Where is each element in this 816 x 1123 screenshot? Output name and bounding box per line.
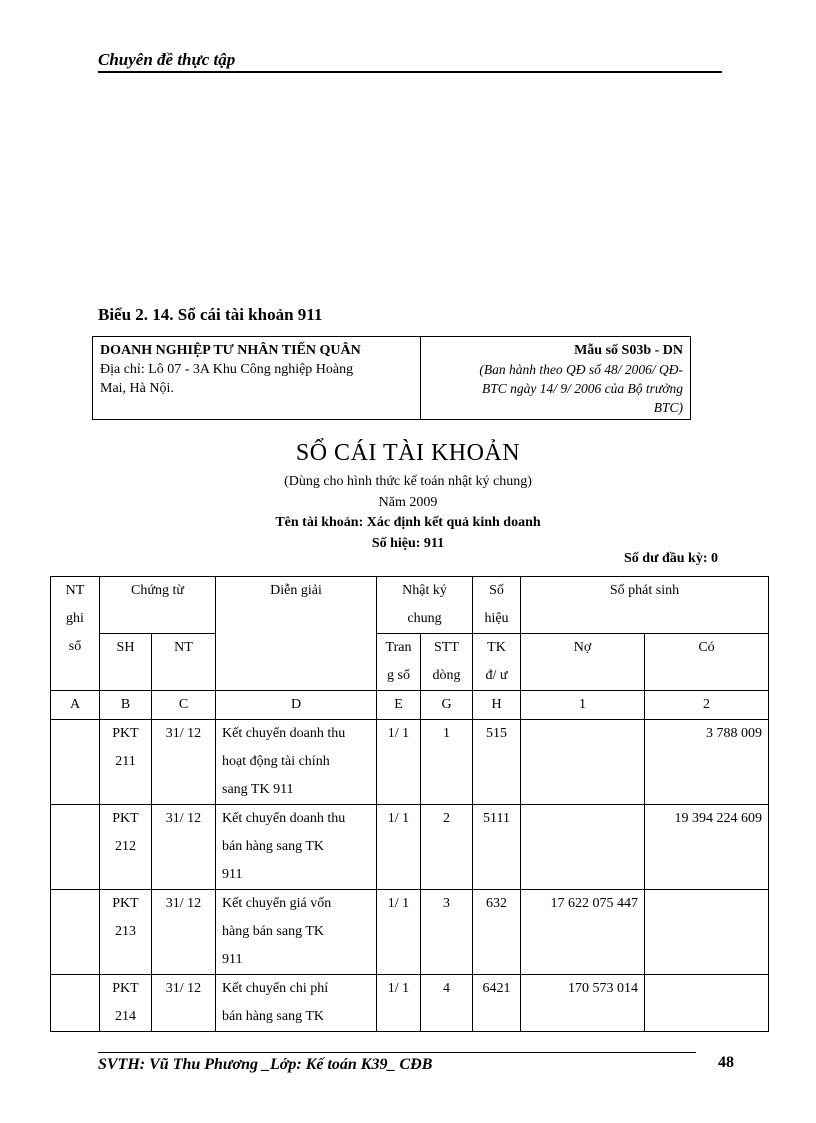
row-nt: 31/ 12	[152, 720, 216, 805]
account-number: Số hiệu: 911	[371, 536, 445, 551]
column-code-row	[51, 691, 769, 720]
row-credit	[645, 890, 769, 975]
row-description: Kết chuyển doanh thu hoạt động tài chính sang TK 911	[216, 720, 377, 805]
header-sh: SH	[100, 634, 152, 691]
row-credit	[645, 975, 769, 1032]
form-info	[422, 337, 690, 419]
header-dien-giai: Diễn giải	[216, 577, 377, 691]
row-stt: 4	[421, 975, 473, 1032]
form-code: Mẫu số S03b - DN	[574, 343, 683, 358]
row-stt: 3	[421, 890, 473, 975]
ledger-table	[50, 576, 769, 1032]
account-name: Tên tài khoản: Xác định kết quả kinh doanh	[275, 515, 541, 530]
row-sh: PKT 212	[100, 805, 152, 890]
code-cell: B	[100, 691, 152, 720]
table-row	[51, 720, 769, 805]
row-sh: PKT 213	[100, 890, 152, 975]
header-stt-dong: STT dòng	[421, 634, 473, 691]
row-tk: 632	[473, 890, 521, 975]
table-row	[51, 975, 769, 1032]
header-nhat-ky-chung: Nhật ký chung	[377, 577, 473, 634]
form-note-line1: (Ban hành theo QĐ số 48/ 2006/ QĐ-	[479, 362, 683, 377]
header-trang-so: Tran g sổ	[377, 634, 421, 691]
row-nt: 31/ 12	[152, 890, 216, 975]
row-debit	[521, 720, 645, 805]
row-trang: 1/ 1	[377, 805, 421, 890]
header-chung-tu: Chứng từ	[100, 577, 216, 634]
ledger-year: Năm 2009	[378, 495, 438, 510]
header-so-hieu: Số hiệu	[473, 577, 521, 634]
code-cell: 1	[521, 691, 645, 720]
company-address-line2: Mai, Hà Nội.	[100, 381, 174, 396]
row-credit: 3 788 009	[645, 720, 769, 805]
code-cell: E	[377, 691, 421, 720]
row-trang: 1/ 1	[377, 890, 421, 975]
company-address-line1: Địa chỉ: Lô 07 - 3A Khu Công nghiệp Hoàng	[100, 362, 354, 377]
footer-rule	[98, 1052, 696, 1053]
company-info	[93, 337, 421, 419]
row-nt: 31/ 12	[152, 975, 216, 1032]
row-debit: 17 622 075 447	[521, 890, 645, 975]
row-stt: 2	[421, 805, 473, 890]
code-cell: 2	[645, 691, 769, 720]
row-date	[51, 890, 100, 975]
row-date	[51, 720, 100, 805]
code-cell: A	[51, 691, 100, 720]
header-rule	[98, 71, 722, 73]
code-cell: C	[152, 691, 216, 720]
code-cell: D	[216, 691, 377, 720]
row-date	[51, 975, 100, 1032]
form-note-line2: BTC ngày 14/ 9/ 2006 của Bộ trưởng	[482, 381, 683, 396]
row-stt: 1	[421, 720, 473, 805]
row-trang: 1/ 1	[377, 720, 421, 805]
ledger-subtitle: (Dùng cho hình thức kế toán nhật ký chung)	[284, 474, 532, 489]
info-box	[92, 336, 691, 420]
row-credit: 19 394 224 609	[645, 805, 769, 890]
row-sh: PKT 211	[100, 720, 152, 805]
row-nt: 31/ 12	[152, 805, 216, 890]
header-so-phat-sinh: Số phát sinh	[521, 577, 769, 634]
row-debit	[521, 805, 645, 890]
company-name: DOANH NGHIỆP TƯ NHÂN TIẾN QUÂN	[100, 343, 361, 358]
row-sh: PKT 214	[100, 975, 152, 1032]
ledger-title: SỔ CÁI TÀI KHOẢN	[295, 440, 521, 466]
footer-author: SVTH: Vũ Thu Phương _Lớp: Kế toán K39_ CĐB	[98, 1056, 433, 1073]
table-row	[51, 805, 769, 890]
page-header-title: Chuyên đề thực tập	[98, 50, 236, 69]
row-trang: 1/ 1	[377, 975, 421, 1032]
header-nt-ghi-so: NT ghi sổ	[51, 577, 100, 691]
row-tk: 6421	[473, 975, 521, 1032]
row-description: Kết chuyển giá vốn hàng bán sang TK 911	[216, 890, 377, 975]
page-number: 48	[718, 1054, 734, 1071]
code-cell: G	[421, 691, 473, 720]
figure-caption: Biểu 2. 14. Sổ cái tài khoản 911	[98, 305, 323, 324]
row-tk: 515	[473, 720, 521, 805]
row-debit: 170 573 014	[521, 975, 645, 1032]
form-note-line3: BTC)	[653, 400, 683, 415]
row-tk: 5111	[473, 805, 521, 890]
table-row	[51, 890, 769, 975]
opening-balance: Số dư đầu kỳ: 0	[624, 551, 718, 566]
header-nt: NT	[152, 634, 216, 691]
header-tk-doi-ung: TK đ/ ư	[473, 634, 521, 691]
row-description: Kết chuyển doanh thu bán hàng sang TK 911	[216, 805, 377, 890]
header-no: Nợ	[521, 634, 645, 691]
row-description: Kết chuyển chi phí bán hàng sang TK	[216, 975, 377, 1032]
header-co: Có	[645, 634, 769, 691]
row-date	[51, 805, 100, 890]
code-cell: H	[473, 691, 521, 720]
